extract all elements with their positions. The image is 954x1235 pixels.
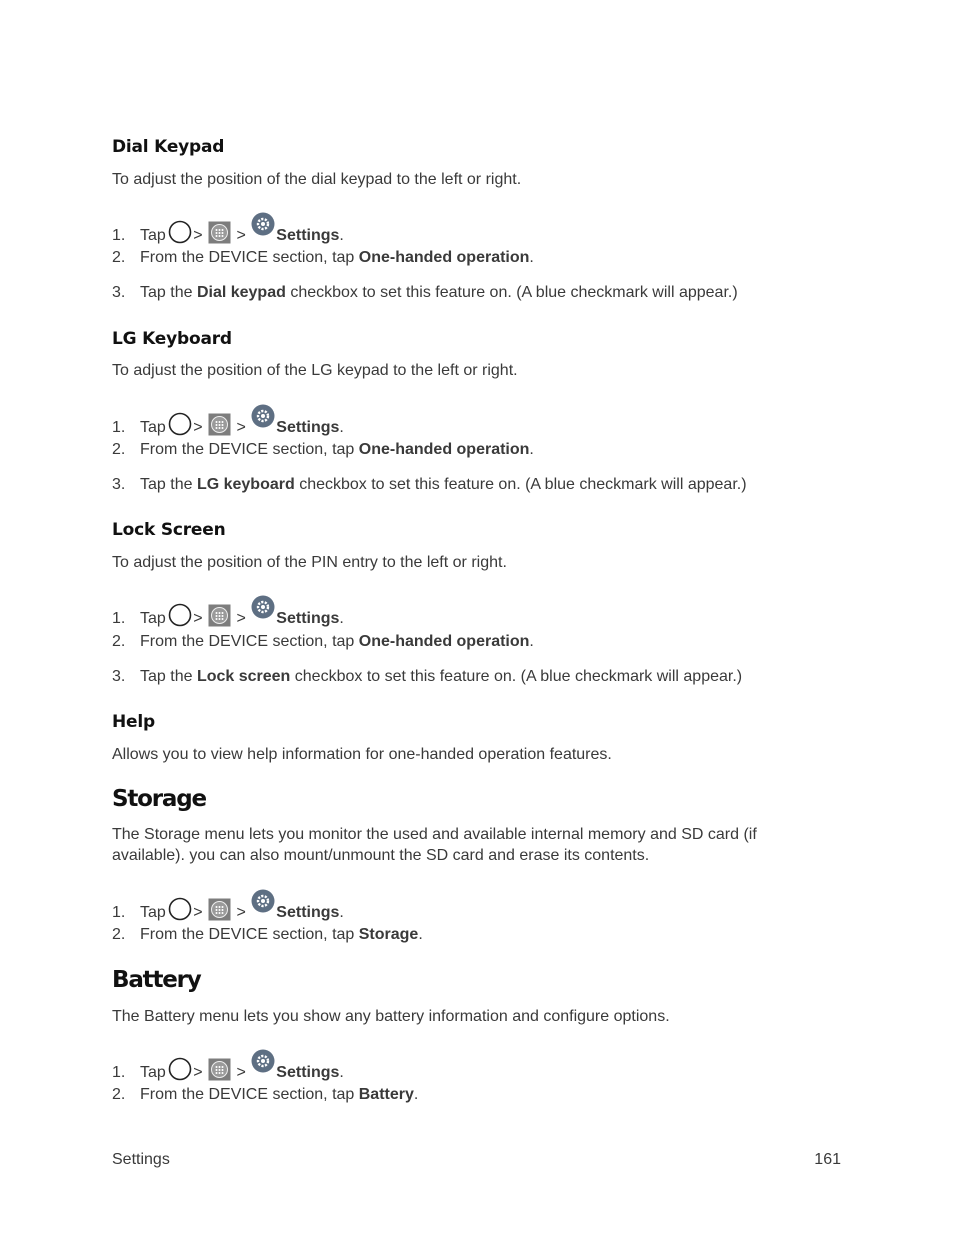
settings-gear-icon xyxy=(251,889,275,913)
list-item: 3. Tap the LG keyboard checkbox to set this feature on. (A blue checkmark will appear.) xyxy=(112,476,747,493)
apps-grid-icon xyxy=(208,221,231,244)
footer-page-number: 161 xyxy=(814,1151,841,1168)
settings-gear-icon xyxy=(251,1049,275,1073)
section-intro: Allows you to view help information for one-handed operation features. xyxy=(112,746,612,763)
section-heading-lock-screen: Lock Screen xyxy=(112,520,226,540)
home-circle-icon xyxy=(168,220,192,244)
section-heading-dial-keypad: Dial Keypad xyxy=(112,137,225,157)
section-heading-help: Help xyxy=(112,712,155,732)
list-item-tap-settings: 1. Tap > > Settings. xyxy=(112,595,344,628)
list-item: 2. From the DEVICE section, tap Storage. xyxy=(112,926,423,943)
footer-section-name: Settings xyxy=(112,1151,170,1168)
list-item-tap-settings: 1. Tap > > Settings. xyxy=(112,1049,344,1082)
list-item: 2. From the DEVICE section, tap Battery. xyxy=(112,1086,419,1103)
apps-grid-icon xyxy=(208,413,231,436)
list-item: 2. From the DEVICE section, tap One-handed operation. xyxy=(112,441,534,458)
section-intro: To adjust the position of the dial keypad to the left or right. xyxy=(112,171,522,188)
list-item: 3. Tap the Lock screen checkbox to set this feature on. (A blue checkmark will appear.) xyxy=(112,668,743,685)
list-item: 2. From the DEVICE section, tap One-handed operation. xyxy=(112,633,534,650)
list-item-tap-settings: 1. Tap > > Settings. xyxy=(112,212,344,245)
section-heading-storage: Storage xyxy=(112,786,206,812)
settings-gear-icon xyxy=(251,212,275,236)
section-heading-lg-keyboard: LG Keyboard xyxy=(112,329,232,349)
apps-grid-icon xyxy=(208,1058,231,1081)
settings-gear-icon xyxy=(251,404,275,428)
home-circle-icon xyxy=(168,603,192,627)
list-item-tap-settings: 1. Tap > > Settings. xyxy=(112,889,344,922)
apps-grid-icon xyxy=(208,898,231,921)
list-item-tap-settings: 1. Tap > > Settings. xyxy=(112,404,344,437)
list-item: 3. Tap the Dial keypad checkbox to set this feature on. (A blue checkmark will appear.) xyxy=(112,284,738,301)
section-intro: To adjust the position of the PIN entry to the left or right. xyxy=(112,554,507,571)
section-heading-battery: Battery xyxy=(112,967,201,993)
home-circle-icon xyxy=(168,412,192,436)
section-intro: The Battery menu lets you show any battery information and configure options. xyxy=(112,1008,670,1025)
list-item: 2. From the DEVICE section, tap One-handed operation. xyxy=(112,249,534,266)
home-circle-icon xyxy=(168,1057,192,1081)
section-intro: To adjust the position of the LG keypad to the left or right. xyxy=(112,362,518,379)
section-intro: The Storage menu lets you monitor the used and available internal memory and SD card (if available). you can also mount/unmount the SD card and erase its contents. xyxy=(112,826,757,864)
apps-grid-icon xyxy=(208,604,231,627)
settings-gear-icon xyxy=(251,595,275,619)
home-circle-icon xyxy=(168,897,192,921)
